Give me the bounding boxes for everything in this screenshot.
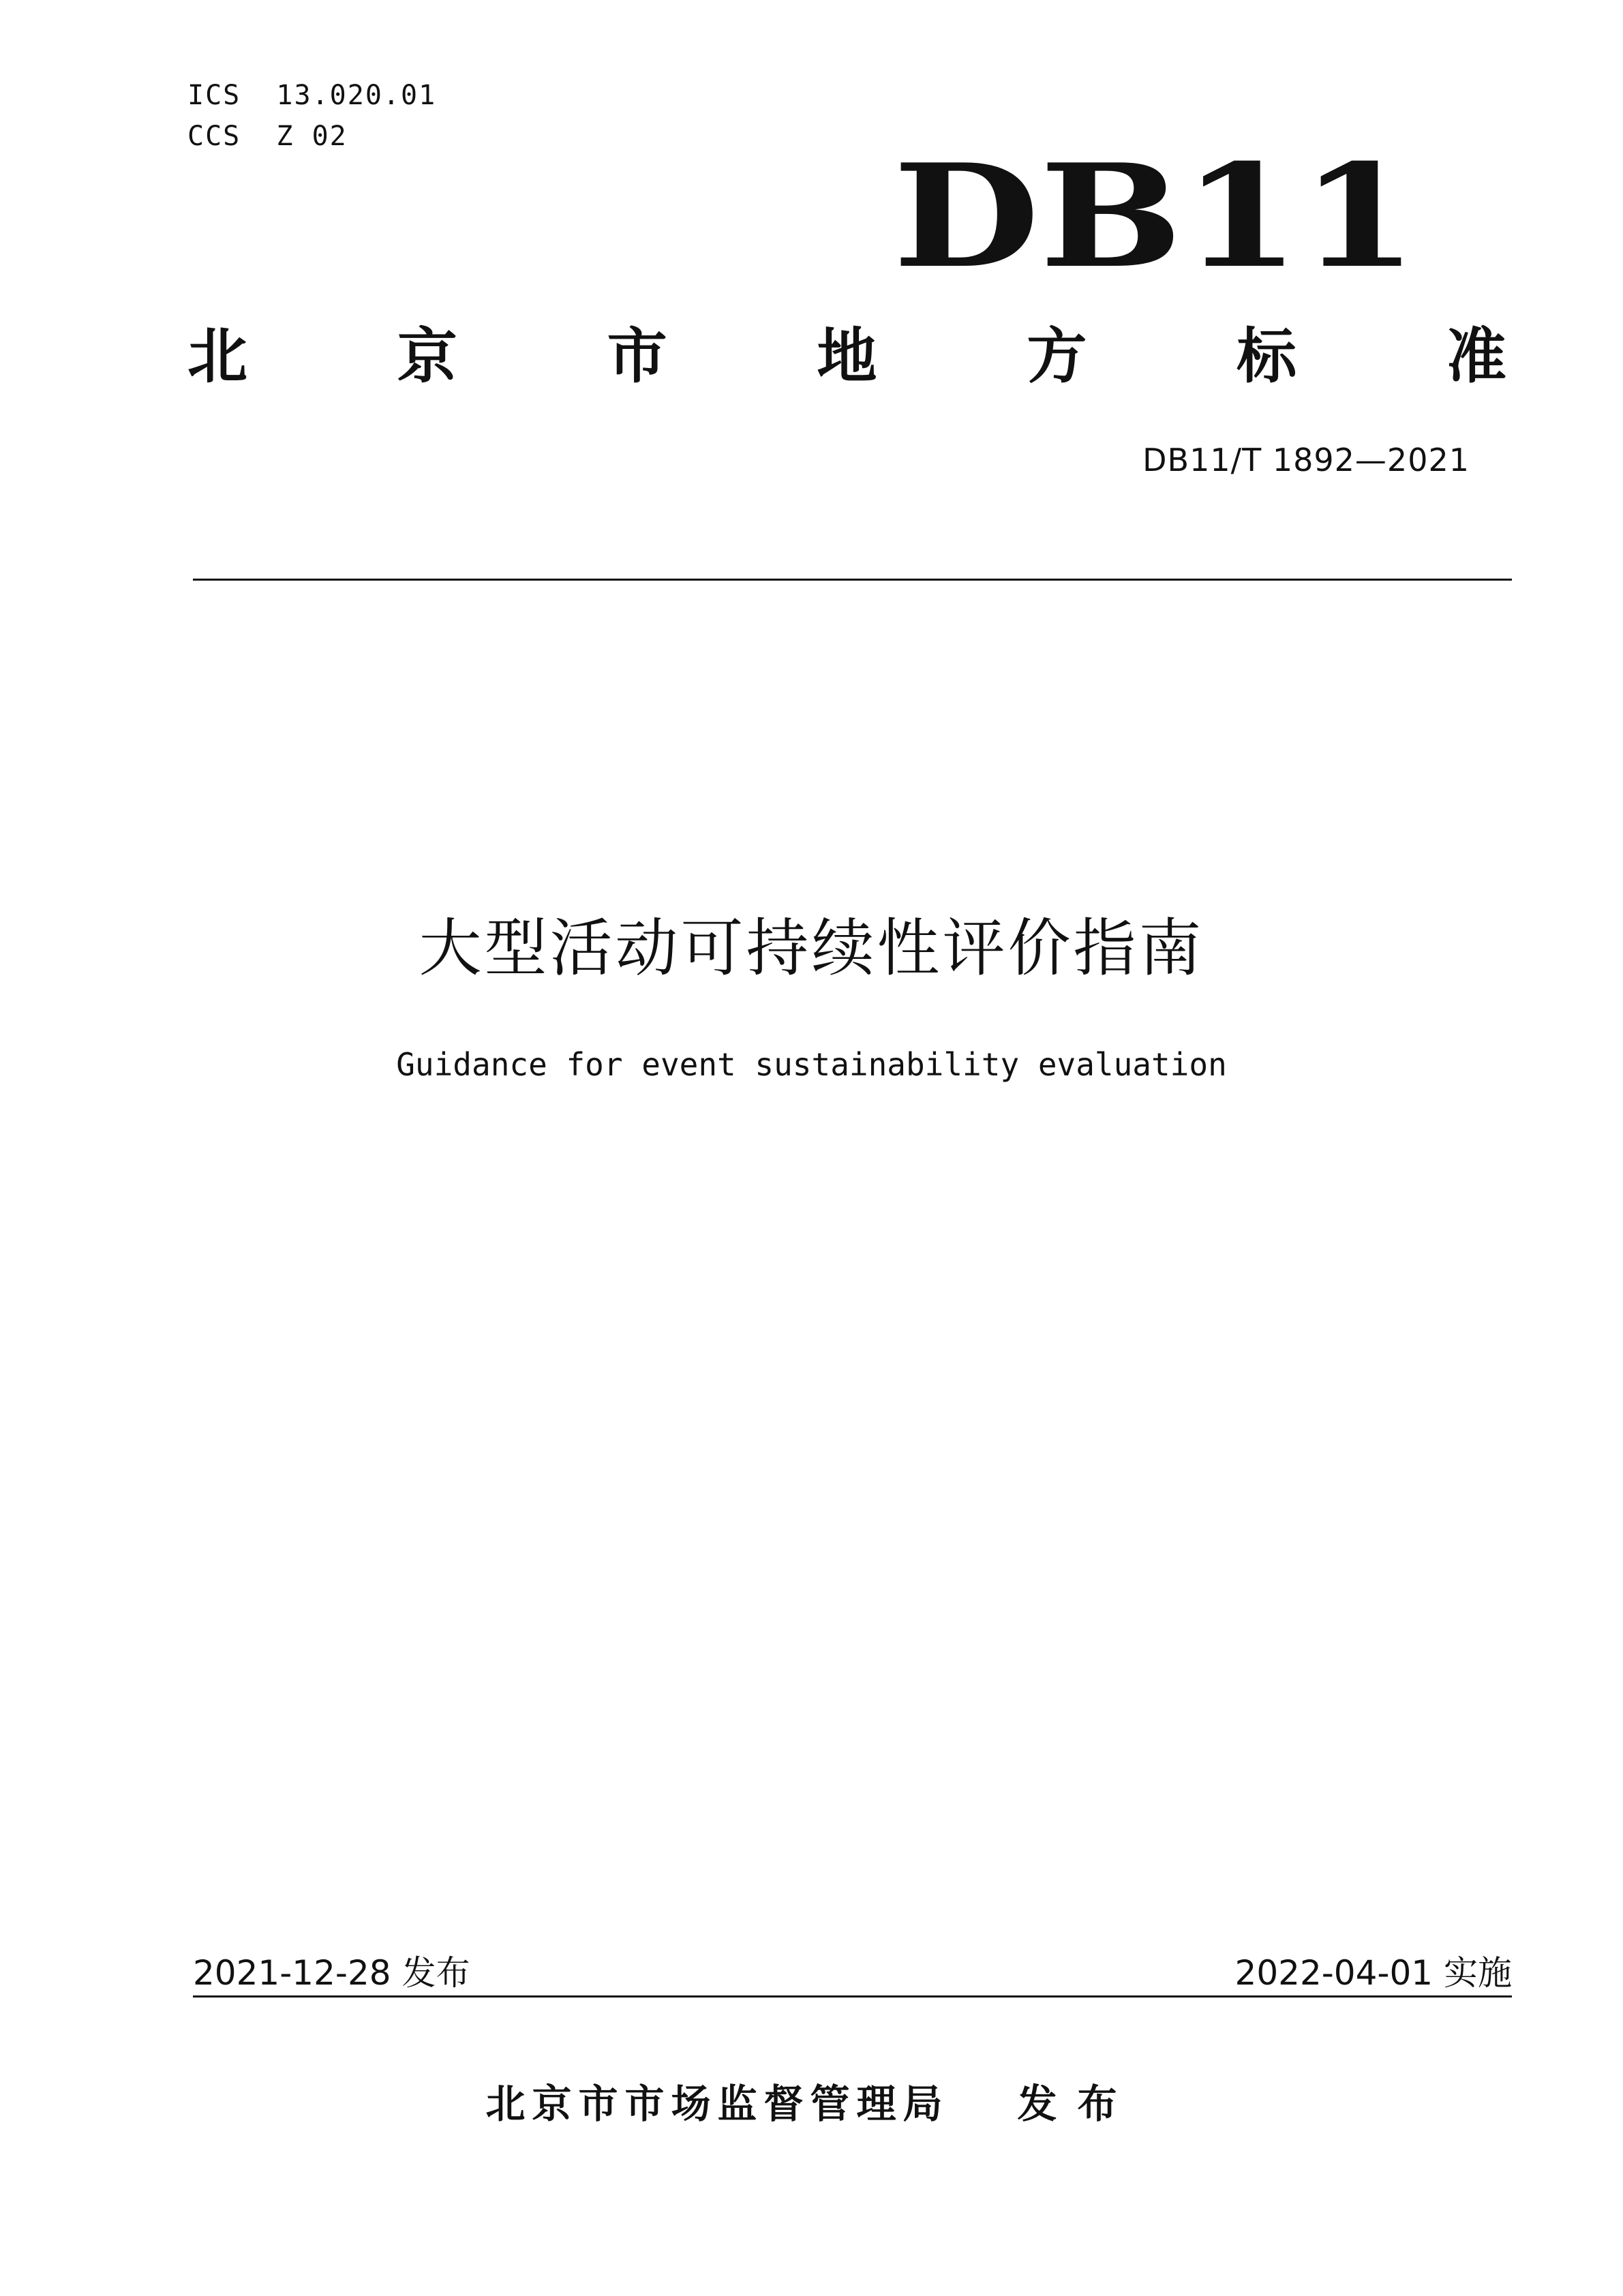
standard-type-char: 标 <box>1237 321 1297 391</box>
issuer-name: 北京市市场监督管理局 <box>485 2081 950 2127</box>
standard-type-char: 北 <box>187 321 248 391</box>
standard-type-char: 市 <box>607 321 667 391</box>
standard-type-char: 方 <box>1027 321 1087 391</box>
document-subtitle-english: Guidance for event sustainability evaluation <box>396 1046 1227 1083</box>
standard-type-char: 准 <box>1446 321 1506 391</box>
ccs-code: CCS Z 02 <box>187 121 348 152</box>
db11-logo <box>886 153 1425 279</box>
issuer-action: 发布 <box>1017 2081 1138 2127</box>
header-divider <box>193 579 1512 581</box>
standard-number: DB11/T 1892—2021 <box>1142 442 1470 478</box>
issue-date: 2021-12-28 发布 <box>193 1953 470 1993</box>
standard-type-char: 京 <box>397 321 457 391</box>
standard-type-heading <box>187 312 1506 401</box>
standard-type-char: 地 <box>817 321 877 391</box>
implementation-date: 2022-04-01 实施 <box>1234 1953 1512 1993</box>
db11-logo-text: DB11 <box>893 153 1418 279</box>
document-title: 大型活动可持续性评价指南 <box>419 912 1204 985</box>
issuer-line <box>0 2072 1623 2129</box>
ics-code: ICS 13.020.01 <box>187 80 437 111</box>
footer-divider <box>193 1995 1512 1997</box>
